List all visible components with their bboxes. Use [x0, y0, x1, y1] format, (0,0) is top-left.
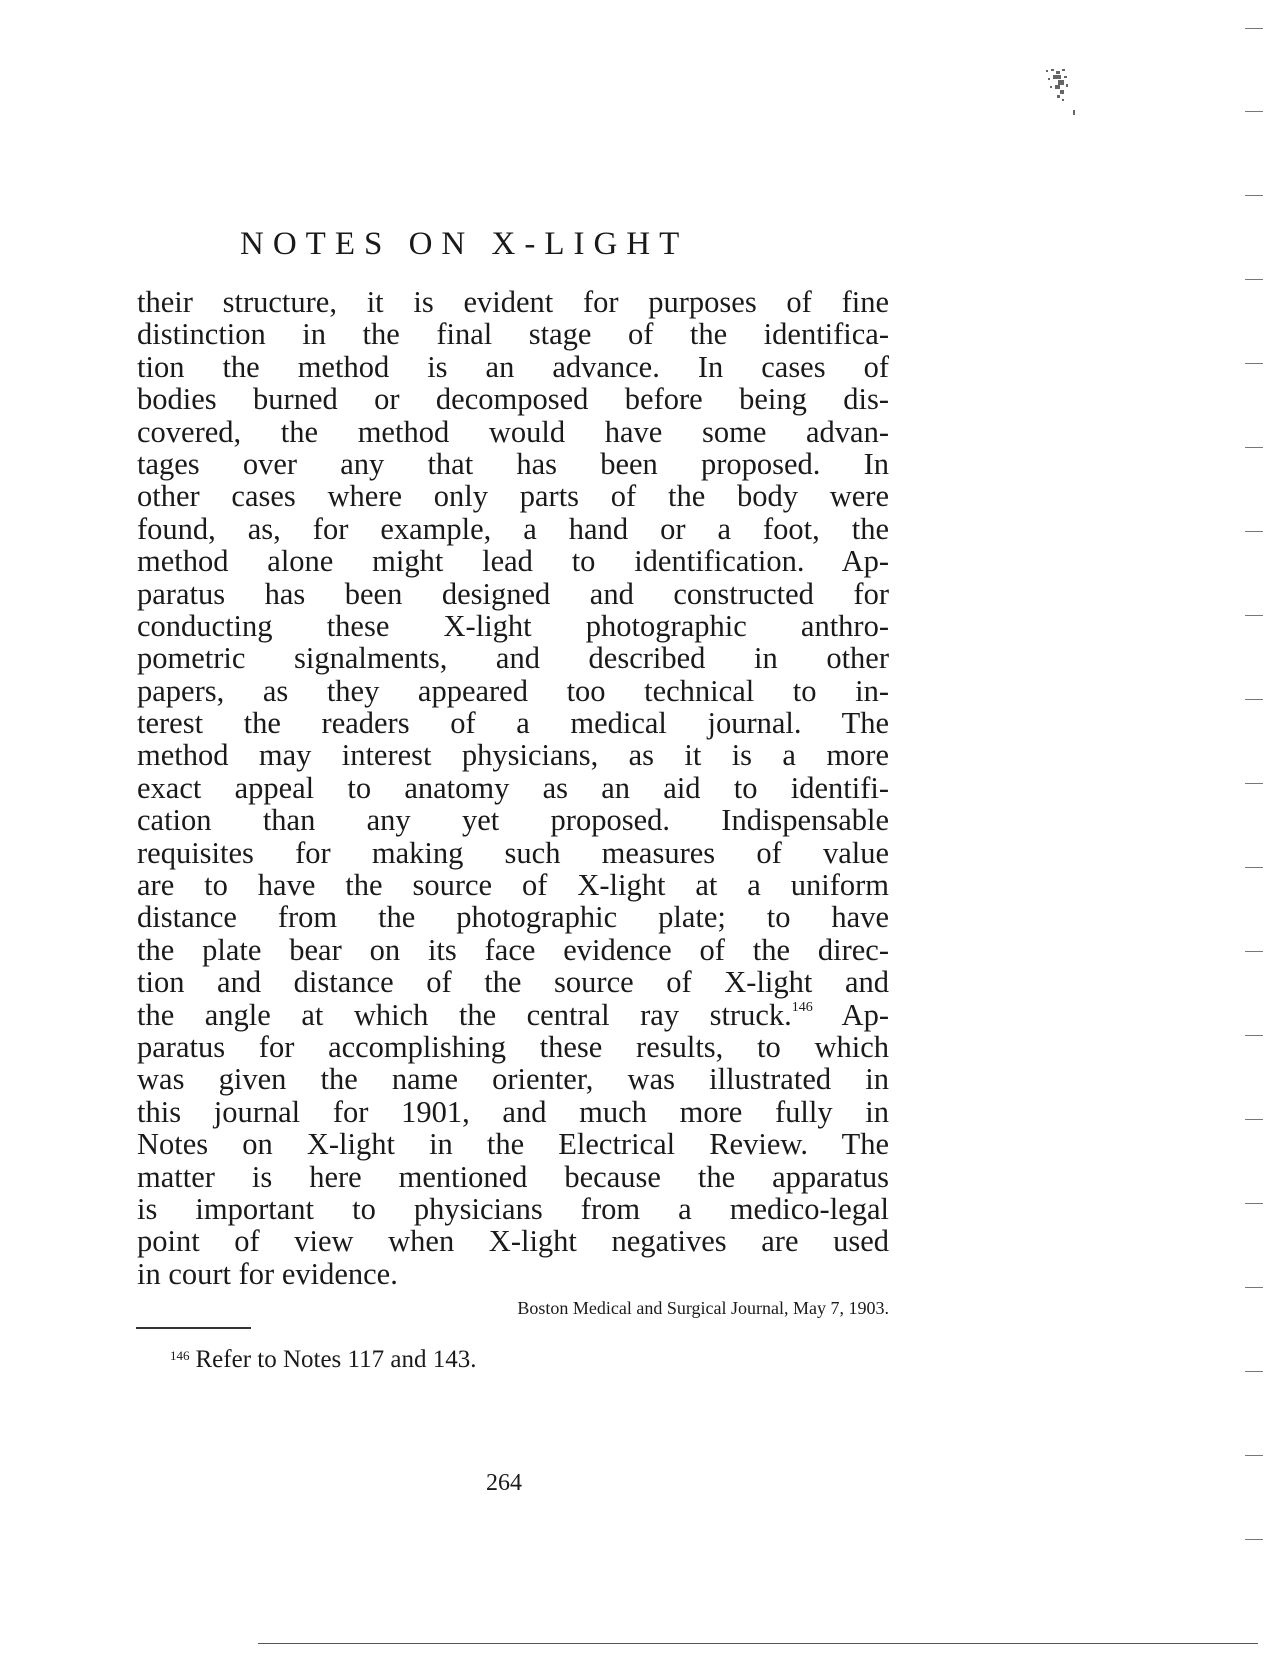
body-line: matter is here mentioned because the apparatus [137, 1159, 889, 1194]
body-line: cation than any yet proposed. Indispensable [137, 803, 889, 838]
edge-tick [1245, 867, 1263, 868]
ref-line-before: the angle at which the central ray struck. [137, 997, 792, 1032]
footnote-reference[interactable]: 146 [791, 999, 813, 1015]
body-line: exact appeal to anatomy as an aid to identifi- [137, 770, 889, 805]
footnote-text: Refer to Notes 117 and 143. [195, 1346, 477, 1373]
bottom-rule [258, 1643, 1258, 1644]
footnote-rule [136, 1327, 251, 1329]
edge-tick [1245, 1119, 1263, 1120]
edge-tick [1245, 1371, 1263, 1372]
body-line: paratus for accomplishing these results, to which [137, 1029, 889, 1064]
body-line: found, as, for example, a hand or a foot, the [137, 511, 889, 546]
scan-smudge [1038, 66, 1084, 118]
body-line: is important to physicians from a medico-legal [137, 1191, 889, 1226]
edge-tick [1245, 1287, 1263, 1288]
body-line: papers, as they appeared too technical to in- [137, 673, 889, 708]
body-line: point of view when X-light negatives are used [137, 1224, 889, 1259]
body-line: distance from the photographic plate; to have [137, 900, 889, 935]
body-line: their structure, it is evident for purposes of fine [137, 285, 889, 319]
body-line: conducting these X-light photographic anthro- [137, 608, 889, 643]
body-line: covered, the method would have some advan- [137, 414, 889, 449]
body-line: this journal for 1901, and much more fully in [137, 1094, 889, 1129]
edge-tick [1245, 531, 1263, 532]
edge-tick [1245, 699, 1263, 700]
body-line: bodies burned or decomposed before being dis- [137, 382, 889, 417]
edge-tick [1245, 1455, 1263, 1456]
edge-tick [1245, 28, 1263, 29]
body-text [137, 286, 889, 1290]
edge-tick [1245, 111, 1263, 112]
body-line: distinction in the final stage of the identifica- [137, 317, 889, 352]
body-line: in court for evidence. [137, 1256, 398, 1291]
body-line: method alone might lead to identification. Ap- [137, 544, 889, 579]
body-line: other cases where only parts of the body were [137, 479, 889, 514]
body-line: terest the readers of a medical journal. The [137, 706, 889, 741]
body-line: paratus has been designed and constructed for [137, 576, 889, 611]
body-line: method may interest physicians, as it is a more [137, 738, 889, 773]
page-number: 264 [486, 1470, 522, 1496]
ref-line-after: Ap- [812, 997, 889, 1032]
edge-tick [1245, 1539, 1263, 1540]
body-line: pometric signalments, and described in other [137, 641, 889, 676]
body-line: was given the name orienter, was illustrated in [137, 1062, 889, 1097]
edge-tick [1245, 1203, 1263, 1204]
edge-tick [1245, 363, 1263, 364]
edge-tick [1245, 1035, 1263, 1036]
edge-tick [1245, 951, 1263, 952]
body-line: are to have the source of X-light at a uniform [137, 868, 889, 903]
edge-tick [1245, 615, 1263, 616]
edge-tick [1245, 279, 1263, 280]
body-line: requisites for making such measures of value [137, 835, 889, 870]
footnote-number: 146 [170, 1348, 190, 1363]
body-line: tages over any that has been proposed. In [137, 446, 889, 481]
body-line: Notes on X-light in the Electrical Review. The [137, 1127, 889, 1162]
body-line-with-footnote-ref [137, 999, 889, 1031]
running-head: NOTES ON X-LIGHT [240, 226, 689, 262]
body-line: tion the method is an advance. In cases of [137, 349, 889, 384]
edge-tick [1245, 447, 1263, 448]
edge-tick [1245, 783, 1263, 784]
source-citation: Boston Medical and Surgical Journal, May 7, 1903. [517, 1298, 889, 1318]
footnote [170, 1346, 476, 1374]
body-line: the plate bear on its face evidence of the direc- [137, 932, 889, 967]
edge-tick [1245, 195, 1263, 196]
body-line: tion and distance of the source of X-light and [137, 965, 889, 1000]
